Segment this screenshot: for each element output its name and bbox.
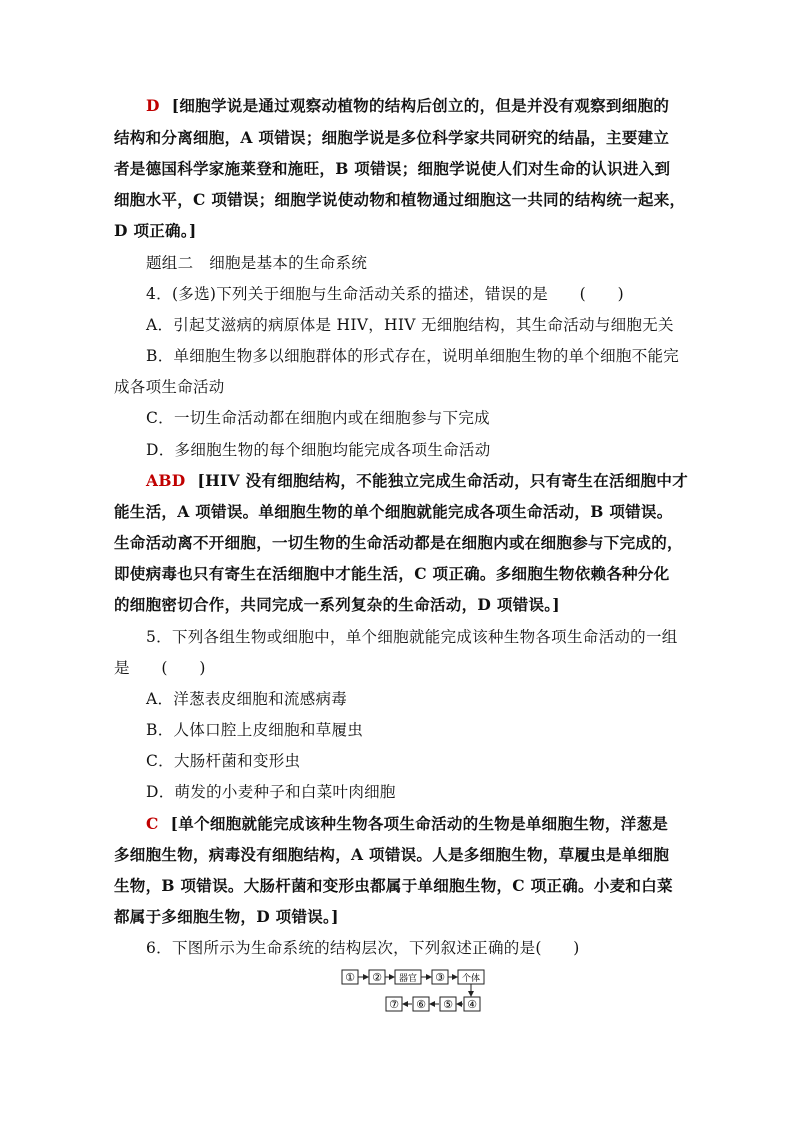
- diagram-box-4: [464, 997, 480, 1011]
- q5-option-a: A．洋葱表皮细胞和流感病毒: [146, 690, 348, 708]
- q5-option-d: D．萌发的小麦种子和白菜叶肉细胞: [146, 783, 396, 801]
- q5-explanation-line-2: 多细胞生物，病毒没有细胞结构，A 项错误。人是多细胞生物，草履虫是单细胞: [114, 845, 670, 864]
- svg-text:③: ③: [435, 971, 445, 984]
- q5-explanation-line-1: C [单个细胞就能完成该种生物各项生命活动的生物是单细胞生物，洋葱是: [146, 814, 669, 833]
- q4-option-b-line-1: B．单细胞生物多以细胞群体的形式存在，说明单细胞生物的单个细胞不能完: [146, 347, 680, 365]
- diagram-box-2: [369, 970, 385, 984]
- q4-explanation-line-1: ABD [HIV 没有细胞结构，不能独立完成生命活动，只有寄生在活细胞中才: [146, 471, 689, 490]
- svg-text:①: ①: [345, 971, 355, 984]
- diagram-box-5: [440, 997, 456, 1011]
- svg-text:④: ④: [467, 998, 477, 1011]
- svg-text:②: ②: [372, 971, 382, 984]
- svg-text:个体: 个体: [461, 974, 481, 984]
- q4-stem: 4．(多选)下列关于细胞与生命活动关系的描述，错误的是 ( ): [146, 285, 624, 303]
- q3-explanation-line-5: D 项正确。]: [114, 221, 197, 240]
- q4-explanation-line-3: 生命活动离不开细胞，一切生物的生命活动都是在细胞内或在细胞参与下完成的，: [114, 533, 683, 552]
- q5-option-c: C．大肠杆菌和变形虫: [146, 752, 301, 770]
- q5-option-b: B．人体口腔上皮细胞和草履虫: [146, 721, 364, 739]
- q4-option-a: A．引起艾滋病的病原体是 HIV，HIV 无细胞结构，其生命活动与细胞无关: [146, 316, 674, 334]
- diagram-box-1: [342, 970, 358, 984]
- q3-answer: D: [146, 96, 160, 115]
- diagram-box-6: [413, 997, 429, 1011]
- q5-answer: C: [146, 814, 159, 833]
- svg-text:⑥: ⑥: [416, 998, 426, 1011]
- life-system-levels-diagram: [340, 966, 490, 1016]
- svg-text:⑦: ⑦: [389, 998, 399, 1011]
- q3-explanation-line-4: 细胞水平，C 项错误；细胞学说使动物和植物通过细胞这一共同的结构统一起来，: [114, 190, 686, 209]
- q5-stem-line-2: 是 ( ): [114, 659, 206, 677]
- q3-explanation-line-3: 者是德国科学家施莱登和施旺，B 项错误；细胞学说使人们对生命的认识进入到: [114, 159, 671, 178]
- diagram-box-3: [432, 970, 448, 984]
- diagram-box-individual: [458, 970, 484, 984]
- q5-stem-line-1: 5．下列各组生物或细胞中，单个细胞就能完成该种生物各项生命活动的一组: [146, 628, 678, 646]
- q5-explanation-line-3: 生物，B 项错误。大肠杆菌和变形虫都属于单细胞生物，C 项正确。小麦和白菜: [114, 876, 673, 895]
- svg-text:器官: 器官: [398, 974, 418, 984]
- diagram-box-7: [386, 997, 402, 1011]
- q3-explanation-line-1: D [细胞学说是通过观察动植物的结构后创立的，但是并没有观察到细胞的: [146, 96, 670, 115]
- q4-option-c: C．一切生命活动都在细胞内或在细胞参与下完成: [146, 409, 490, 427]
- q6-stem: 6．下图所示为生命系统的结构层次，下列叙述正确的是( ): [146, 939, 580, 957]
- q5-explanation-line-4: 都属于多细胞生物，D 项错误。]: [114, 907, 339, 926]
- q4-option-b-line-2: 成各项生命活动: [114, 378, 225, 396]
- q4-option-d: D．多细胞生物的每个细胞均能完成各项生命活动: [146, 441, 491, 459]
- q4-answer: ABD: [146, 471, 186, 490]
- q4-explanation-line-5: 的细胞密切合作，共同完成一系列复杂的生命活动，D 项错误。]: [114, 595, 560, 614]
- diagram-box-organ: [395, 970, 421, 984]
- svg-text:⑤: ⑤: [443, 998, 453, 1011]
- q3-explanation-line-2: 结构和分离细胞，A 项错误；细胞学说是多位科学家共同研究的结晶，主要建立: [114, 128, 670, 147]
- q4-explanation-line-4: 即使病毒也只有寄生在活细胞中才能生活，C 项正确。多细胞生物依赖各种分化: [114, 564, 670, 583]
- group2-title: 题组二 细胞是基本的生命系统: [146, 254, 368, 272]
- q4-explanation-line-2: 能生活，A 项错误。单细胞生物的单个细胞就能完成各项生命活动，B 项错误。: [114, 502, 673, 521]
